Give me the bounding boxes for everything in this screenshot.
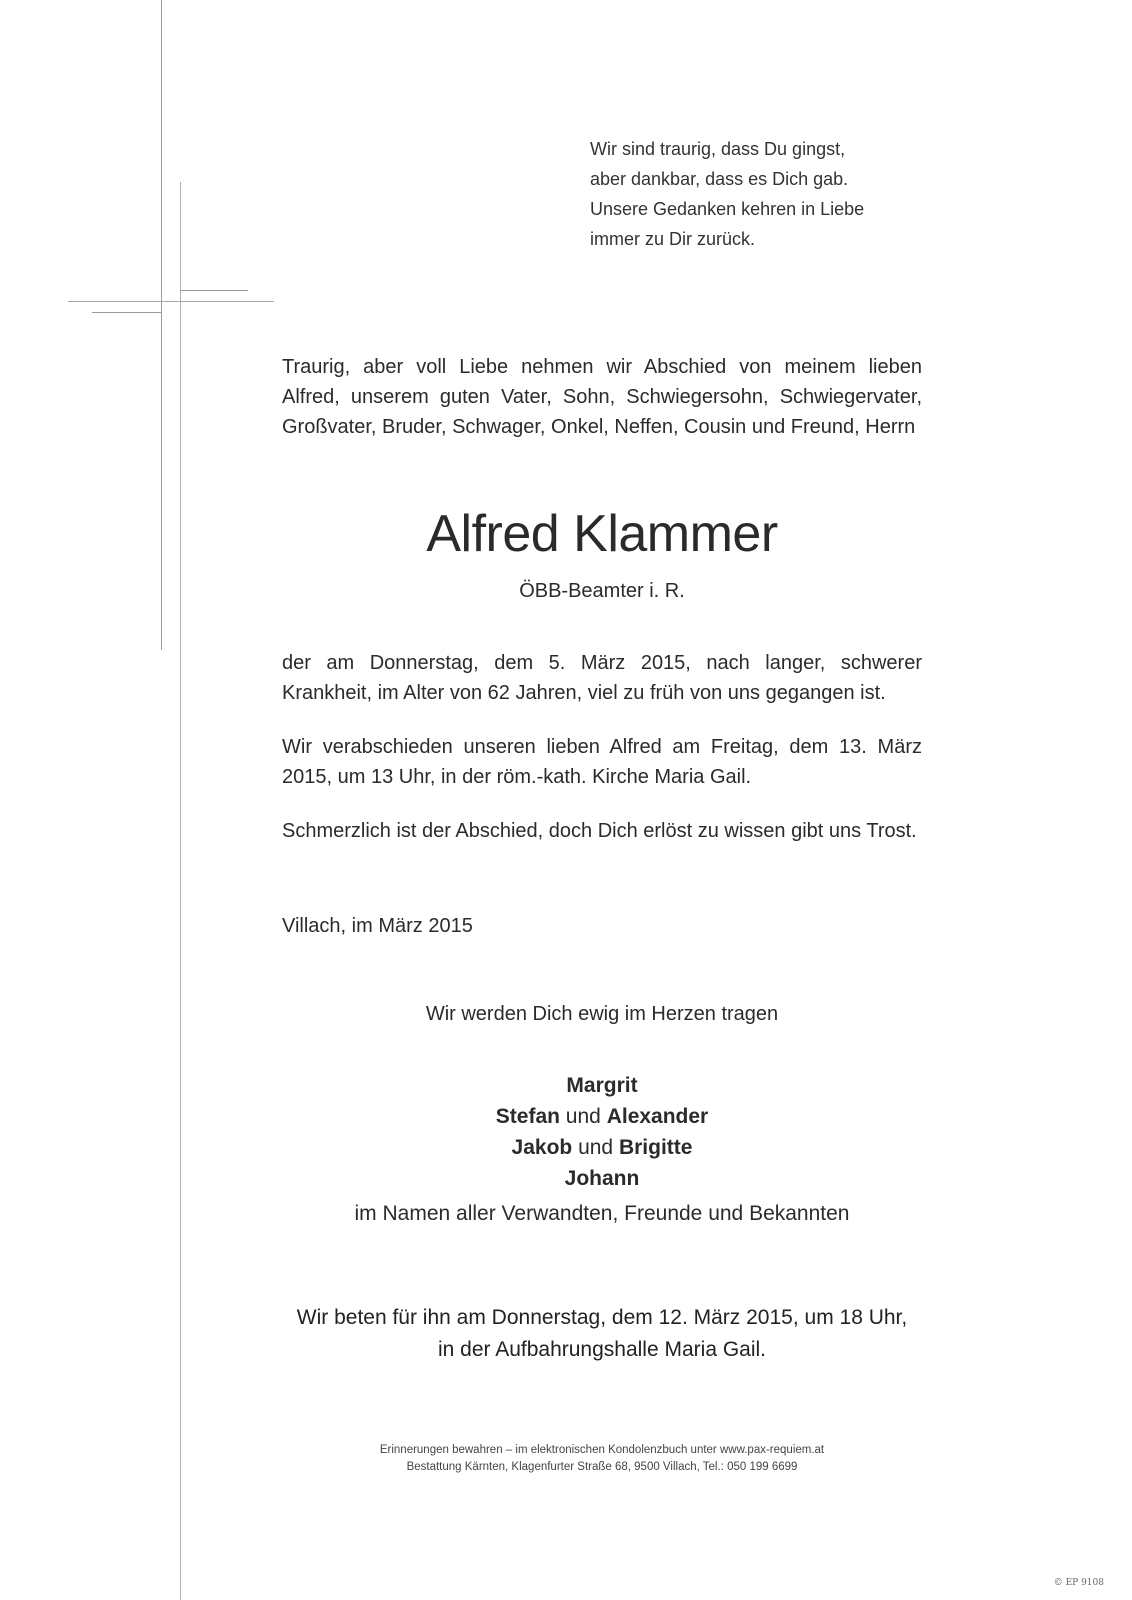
mourner-line: [282, 1101, 922, 1132]
mourner-name: Johann: [564, 1167, 640, 1190]
footer: [282, 1442, 922, 1476]
mourner-name: Brigitte: [618, 1136, 693, 1159]
funeral-paragraph: Wir verabschieden unseren lieben Alfred am Freitag, dem 13. März 2015, um 13 Uhr, in der röm.-kath. Kirche Maria Gail.: [282, 736, 922, 788]
mourner-conjunction: und: [565, 1105, 601, 1128]
cross-horizontal-line-top: [180, 290, 248, 291]
deceased-name: Alfred Klammer: [426, 505, 778, 563]
intro-line: Großvater, Bruder, Schwager, Onkel, Neffen, Cousin und Freund, Herrn: [282, 416, 916, 438]
deceased-title: ÖBB-Beamter i. R.: [519, 580, 685, 602]
motto-line: immer zu Dir zurück.: [590, 229, 756, 249]
intro-text: [282, 352, 922, 442]
cross-vertical-line-left: [161, 0, 162, 650]
cross-horizontal-line-long: [68, 301, 274, 302]
mourner-name: Alexander: [606, 1105, 709, 1128]
intro-line: Alfred, unserem guten Vater, Sohn, Schwiegersohn, Schwiegervater,: [282, 386, 922, 408]
print-code: © EP 9108: [1053, 1578, 1104, 1588]
consolation-paragraph: Schmerzlich ist der Abschied, doch Dich erlöst zu wissen gibt uns Trost.: [282, 820, 917, 842]
footer-address-line: Bestattung Kärnten, Klagenfurter Straße 68, 9500 Villach, Tel.: 050 199 6699: [406, 1461, 798, 1473]
motto-line: Unsere Gedanken kehren in Liebe: [590, 199, 865, 219]
relatives-line: im Namen aller Verwandten, Freunde und Bekannten: [354, 1202, 850, 1225]
mourner-name: Jakob: [511, 1136, 573, 1159]
prayer-line: Wir beten für ihn am Donnerstag, dem 12. März 2015, um 18 Uhr,: [296, 1306, 908, 1329]
closing-line: Wir werden Dich ewig im Herzen tragen: [425, 1003, 779, 1025]
mourner-line: [282, 1132, 922, 1163]
footer-condolence-line: Erinnerungen bewahren – im elektronischen Kondolenzbuch unter www.pax-requiem.at: [379, 1444, 825, 1456]
motto-line: Wir sind traurig, dass Du gingst,: [590, 139, 846, 159]
mourner-name: Stefan: [495, 1105, 560, 1128]
prayer-line: in der Aufbahrungshalle Maria Gail.: [437, 1338, 767, 1361]
cross-horizontal-line-bottom: [92, 312, 162, 313]
intro-line: Traurig, aber voll Liebe nehmen wir Abschied von meinem lieben: [282, 356, 922, 378]
prayer-notice: [262, 1302, 942, 1366]
cross-vertical-line-right: [180, 182, 181, 1600]
death-notice-paragraph: der am Donnerstag, dem 5. März 2015, nach langer, schwerer Krankheit, im Alter von 62 Jahren, viel zu früh von uns gegangen ist.: [282, 652, 922, 704]
mourner-name: Margrit: [566, 1074, 638, 1097]
mourner-line: [282, 1070, 922, 1101]
motto-verse: [590, 134, 864, 254]
mourner-line: [282, 1163, 922, 1194]
mourners-list: [282, 1070, 922, 1194]
place-date: Villach, im März 2015: [282, 915, 473, 937]
mourner-conjunction: und: [578, 1136, 614, 1159]
motto-line: aber dankbar, dass es Dich gab.: [590, 169, 849, 189]
